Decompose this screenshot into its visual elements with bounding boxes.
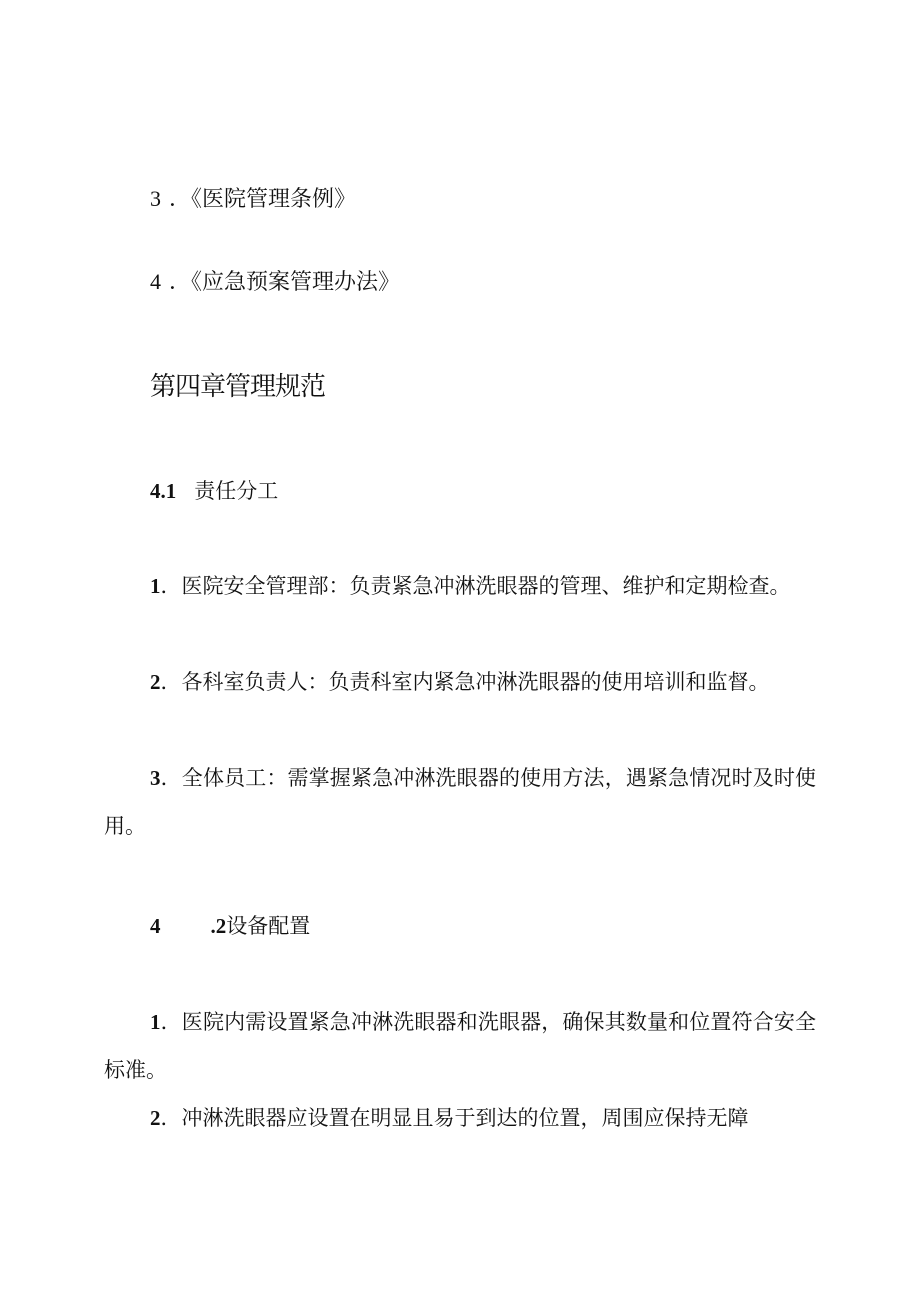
item-number: 2 [150,1106,161,1130]
list-item [104,754,816,850]
reference-item [150,184,356,215]
item-number: 1 [150,1010,161,1034]
reference-title: 《医院管理条例》 [191,187,357,212]
reference-title: 《应急预案管理办法》 [191,270,401,295]
item-number: 2 [150,670,161,694]
item-text: 各科室负责人：负责科室内紧急冲淋洗眼器的使用培训和监督。 [181,670,770,694]
item-separator: ． [160,574,182,598]
item-separator: ． [160,670,182,694]
item-separator: ． [160,1106,182,1130]
item-separator: ． [160,1010,182,1034]
section-number-suffix: .2 [210,914,227,938]
item-text: 医院安全管理部：负责紧急冲淋洗眼器的管理、维护和定期检查。 [181,574,791,598]
section-title: 责任分工 [194,479,279,503]
section-title: 设备配置 [226,914,311,938]
item-text: 全体员工：需掌握紧急冲淋洗眼器的使用方法，遇紧急情况时及时使用。 [104,766,817,838]
reference-separator: ． [169,187,192,212]
reference-separator: ． [169,270,192,295]
list-item [104,998,816,1094]
item-text: 医院内需设置紧急冲淋洗眼器和洗眼器，确保其数量和位置符合安全标准。 [104,1010,817,1082]
item-separator: ． [160,766,182,790]
section-number: 4 [150,914,161,938]
list-item [104,562,816,610]
section-heading [150,476,278,506]
item-number: 3 [150,766,161,790]
list-item [104,658,816,706]
list-item [104,1094,816,1142]
section-heading [150,911,310,941]
reference-number: 4 [150,269,161,294]
reference-number: 3 [150,186,161,211]
item-number: 1 [150,574,161,598]
item-text: 冲淋洗眼器应设置在明显且易于到达的位置，周围应保持无障 [181,1106,749,1130]
reference-item [150,267,400,298]
chapter-heading: 第四章管理规范 [150,372,326,402]
section-number: 4.1 [150,479,177,503]
